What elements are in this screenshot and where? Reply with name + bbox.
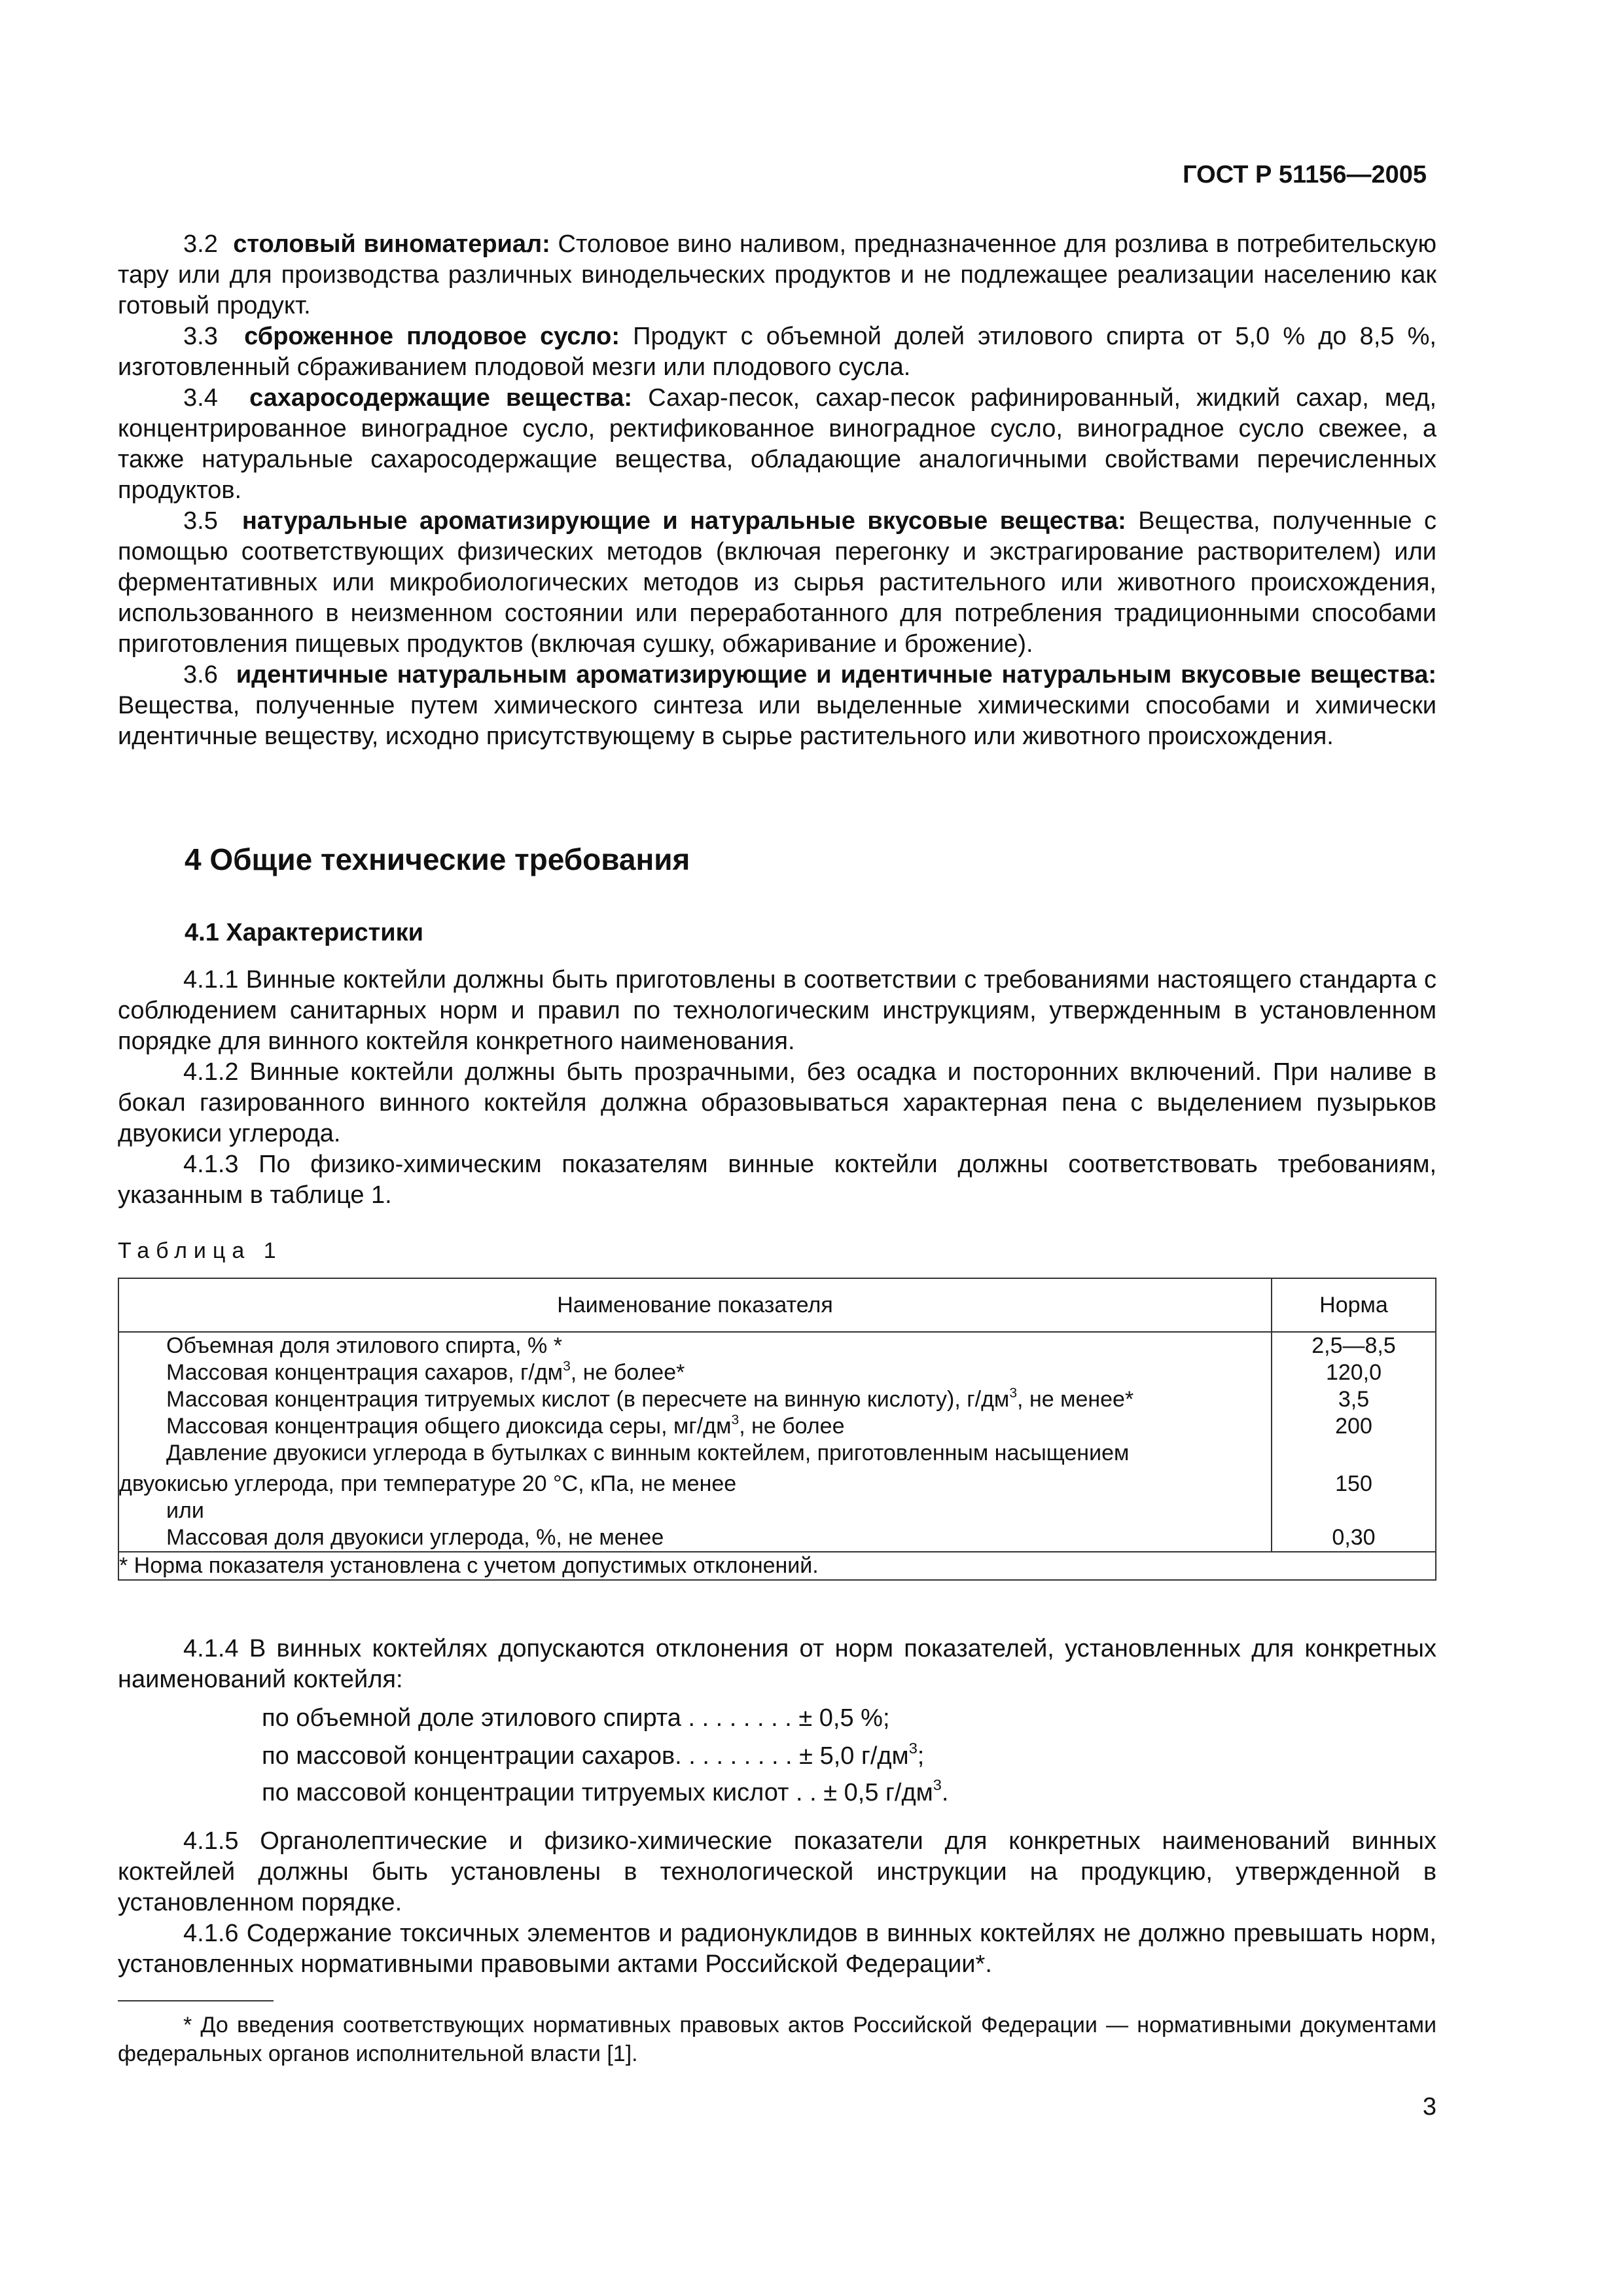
table-note-row bbox=[118, 1552, 1436, 1580]
table-caption: Таблица 1 bbox=[118, 1238, 283, 1263]
table-header-row bbox=[118, 1278, 1436, 1332]
norm-acids: 3,5 bbox=[1338, 1387, 1370, 1412]
indicator-sugars: Массовая концентрация сахаров, $г/дм^3$, не более* bbox=[166, 1358, 685, 1385]
indicator-acids: Массовая концентрация титруемых кислот (в пересчете на винную кислоту), $г/дм^3$, не менее* bbox=[166, 1385, 1134, 1412]
footnote-divider bbox=[118, 2000, 274, 2001]
norm-co2-mass: 0,30 bbox=[1332, 1525, 1376, 1550]
definition-term: натуральные ароматизирующие и натуральные вкусовые вещества: bbox=[241, 507, 1126, 535]
document-code: ГОСТ Р 51156—2005 bbox=[1183, 161, 1427, 188]
column-header-name: Наименование показателя bbox=[118, 1278, 1272, 1332]
indicator-sulfur-dioxide: Массовая концентрация общего диоксида серы, $мг/дм^3$, не более bbox=[166, 1412, 845, 1439]
definition-term: сахаросодержащие вещества: bbox=[249, 384, 633, 412]
indicators-table bbox=[118, 1278, 1436, 1581]
norm-values-cell bbox=[1272, 1332, 1436, 1552]
definition-3-3: 3.3 сброженное плодовое сусло: Продукт с объемной долей этилового спирта от 5,0 % до 8,5 %, изготовленный сбраживанием плодовой мезги или плодового сусла. bbox=[118, 323, 1436, 381]
norm-alcohol: 2,5—8,5 bbox=[1311, 1333, 1396, 1358]
paragraph-4-1-2: 4.1.2 Винные коктейли должны быть прозрачными, без осадка и посторонних включений. При наливе в бокал газированного винного коктейля должна образовываться характерная пена с выделением пузырьков двуокиси углерода. bbox=[118, 1058, 1436, 1147]
definition-3-6: 3.6 идентичные натуральным ароматизирующие и идентичные натуральным вкусовые вещества: Вещества, полученные путем химического синтеза или выделенные химическими способами и химически идентичные веществу, исходно присутствующему в сырье растительного или животного происхождения. bbox=[118, 661, 1437, 750]
definition-term: столовый виноматериал: bbox=[233, 230, 550, 258]
indicator-co2-pressure: Давление двуокиси углерода в бутылках с винным коктейлем, приготовленным насыщением bbox=[166, 1441, 1130, 1465]
indicator-or: или bbox=[166, 1498, 204, 1523]
paragraph-4-1-5: 4.1.5 Органолептические и физико-химические показатели для конкретных наименований винных коктейлей должны быть установлены в технологической инструкции на продукцию, утвержденной в установленном порядке. bbox=[118, 1827, 1436, 1916]
indicator-alcohol: Объемная доля этилового спирта, % * bbox=[166, 1333, 562, 1358]
footnote: * До введения соответствующих нормативных правовых актов Российской Федерации — нормативными документами федеральных органов исполнительной власти [1]. bbox=[118, 2013, 1436, 2066]
definition-term: сброженное плодовое сусло: bbox=[244, 323, 620, 350]
table-note: * Норма показателя установлена с учетом допустимых отклонений. bbox=[118, 1552, 1436, 1580]
paragraph-4-1-4: 4.1.4 В винных коктейлях допускаются отклонения от норм показателей, установленных для конкретных наименований коктейля: bbox=[118, 1635, 1436, 1693]
indicator-co2-mass: Массовая доля двуокиси углерода, %, не менее bbox=[166, 1525, 664, 1550]
deviation-alcohol: по объемной доле этилового спирта . . . . . . . . ± 0,5 %; bbox=[262, 1704, 890, 1732]
definition-3-2: 3.2 столовый виноматериал: Столовое вино наливом, предназначенное для розлива в потребительскую тару или для производства различных винодельческих продуктов и не подлежащее реализации населению как готовый продукт. bbox=[118, 230, 1436, 319]
norm-sugars: 120,0 bbox=[1325, 1360, 1382, 1385]
definition-3-5: 3.5 натуральные ароматизирующие и натуральные вкусовые вещества: Вещества, полученные с помощью соответствующих физических методов (включая перегонку и экстрагирование растворителем) или ферментативных или микробиологических методов из сырья растительного или животного происхождения, использованного в неизменном состоянии или переработанного для потребления традиционными способами приготовления пищевых продуктов (включая сушку, обжаривание и брожение). bbox=[118, 507, 1436, 658]
norm-sulfur-dioxide: 200 bbox=[1335, 1414, 1372, 1439]
definitions-block bbox=[118, 229, 1436, 752]
paragraph-4-1-1: 4.1.1 Винные коктейли должны быть приготовлены в соответствии с требованиями настоящего стандарта с соблюдением санитарных норм и правил по технологическим инструкциям, утвержденным в установленном порядке для винного коктейля конкретного наименования. bbox=[118, 966, 1436, 1055]
deviation-sugars: по массовой концентрации сахаров. . . . . . . . . ± 5,0 $г/дм^3$; bbox=[262, 1740, 925, 1770]
norm-co2-pressure: 150 bbox=[1335, 1471, 1372, 1496]
requirements-block-b bbox=[118, 1826, 1436, 1980]
paragraph-4-1-3: 4.1.3 По физико-химическим показателям винные коктейли должны соответствовать требованиям, указанным в таблице 1. bbox=[118, 1151, 1436, 1209]
subsection-heading: 4.1 Характеристики bbox=[185, 919, 424, 946]
table-body-row bbox=[118, 1332, 1436, 1552]
section-heading: 4 Общие технические требования bbox=[185, 842, 690, 876]
indicator-co2-pressure-cont: двуокисью углерода, при температуре 20 °С, кПа, не менее bbox=[119, 1471, 737, 1496]
paragraph-4-1-6: 4.1.6 Содержание токсичных элементов и радионуклидов в винных коктейлях не должно превышать норм, установленных нормативными правовыми актами Российской Федерации*. bbox=[118, 1920, 1436, 1978]
column-header-norm: Норма bbox=[1272, 1278, 1436, 1332]
definition-3-4: 3.4 сахаросодержащие вещества: Сахар-песок, сахар-песок рафинированный, жидкий сахар, мед, концентрированное виноградное сусло, ректификованное виноградное сусло, виноградное сусло свежее, а также натуральные сахаросодержащие вещества, обладающие аналогичными свойствами перечисленных продуктов. bbox=[118, 384, 1437, 504]
indicator-names-cell bbox=[118, 1332, 1272, 1552]
definition-term: идентичные натуральным ароматизирующие и идентичные натуральным вкусовые вещества: bbox=[236, 661, 1437, 689]
deviation-acids: по массовой концентрации титруемых кислот . . ± 0,5 $г/дм^3$. bbox=[262, 1776, 949, 1806]
paragraph-4-1-4-block bbox=[118, 1634, 1436, 1695]
page-number: 3 bbox=[1422, 2093, 1436, 2121]
requirements-block-a bbox=[118, 965, 1436, 1211]
